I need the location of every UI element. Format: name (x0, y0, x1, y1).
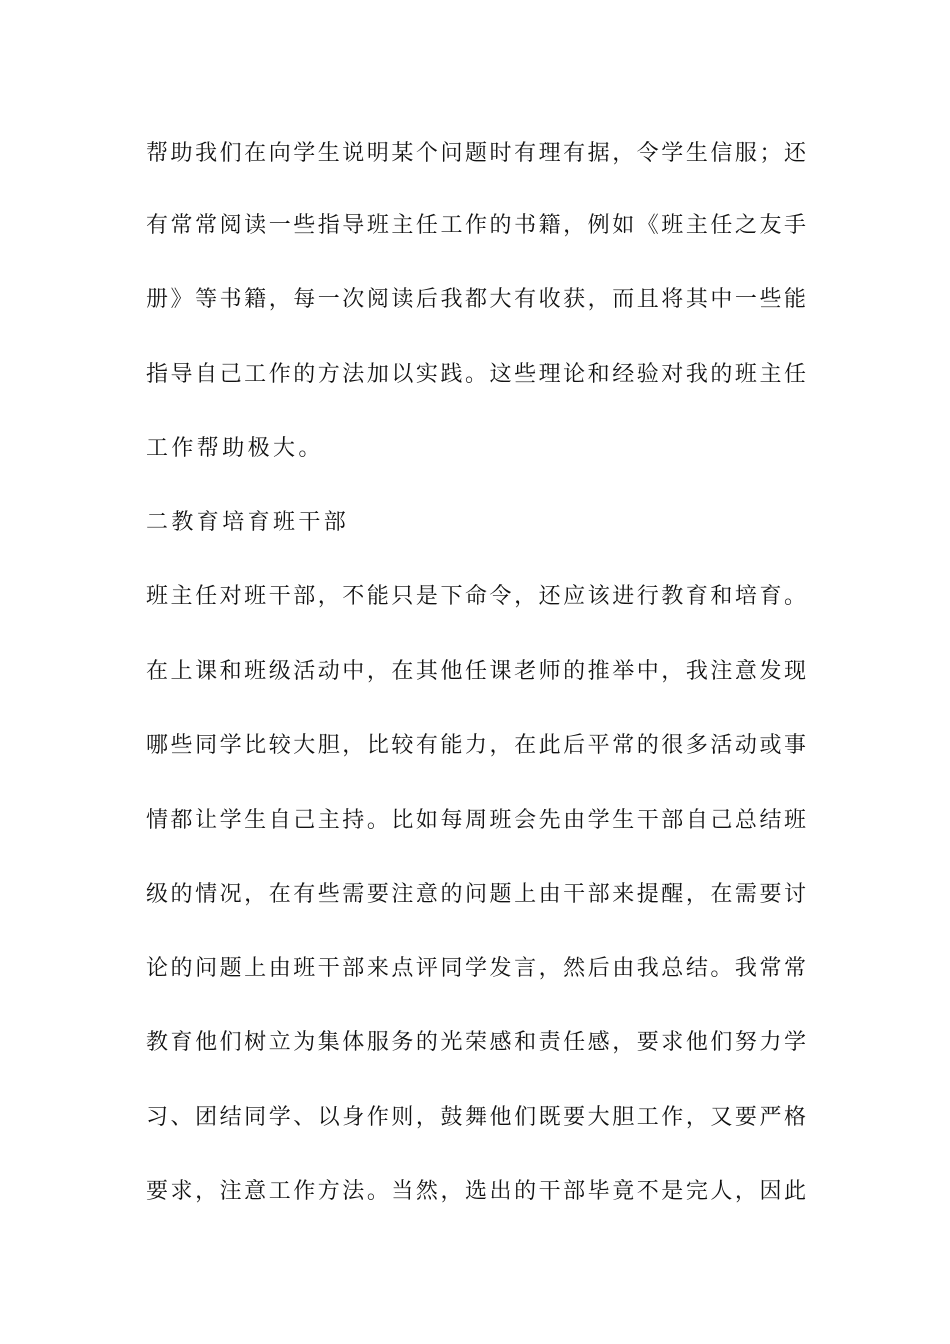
text-line: 教育他们树立为集体服务的光荣感和责任感，要求他们努力学 (146, 1030, 806, 1055)
text-line: 工作帮助极大。 (146, 436, 324, 461)
text-line: 习、团结同学、以身作则，鼓舞他们既要大胆工作，又要严格 (146, 1105, 806, 1130)
text-line: 要求，注意工作方法。当然，选出的干部毕竟不是完人，因此 (146, 1179, 806, 1204)
section-heading: 二教育培育班干部 (146, 510, 350, 535)
text-line: 指导自己工作的方法加以实践。这些理论和经验对我的班主任 (146, 362, 806, 387)
text-line: 级的情况，在有些需要注意的问题上由干部来提醒，在需要讨 (146, 882, 806, 907)
text-line: 班主任对班干部，不能只是下命令，还应该进行教育和培育。 (146, 584, 806, 609)
text-line: 论的问题上由班干部来点评同学发言，然后由我总结。我常常 (146, 956, 806, 981)
text-line: 册》等书籍，每一次阅读后我都大有收获，而且将其中一些能 (146, 287, 806, 312)
text-line: 帮助我们在向学生说明某个问题时有理有据，令学生信服；还 (146, 141, 806, 166)
text-line: 有常常阅读一些指导班主任工作的书籍，例如《班主任之友手 (146, 213, 806, 238)
text-line: 在上课和班级活动中，在其他任课老师的推举中，我注意发现 (146, 659, 806, 684)
text-line: 情都让学生自己主持。比如每周班会先由学生干部自己总结班 (146, 808, 806, 833)
text-line: 哪些同学比较大胆，比较有能力，在此后平常的很多活动或事 (146, 733, 806, 758)
